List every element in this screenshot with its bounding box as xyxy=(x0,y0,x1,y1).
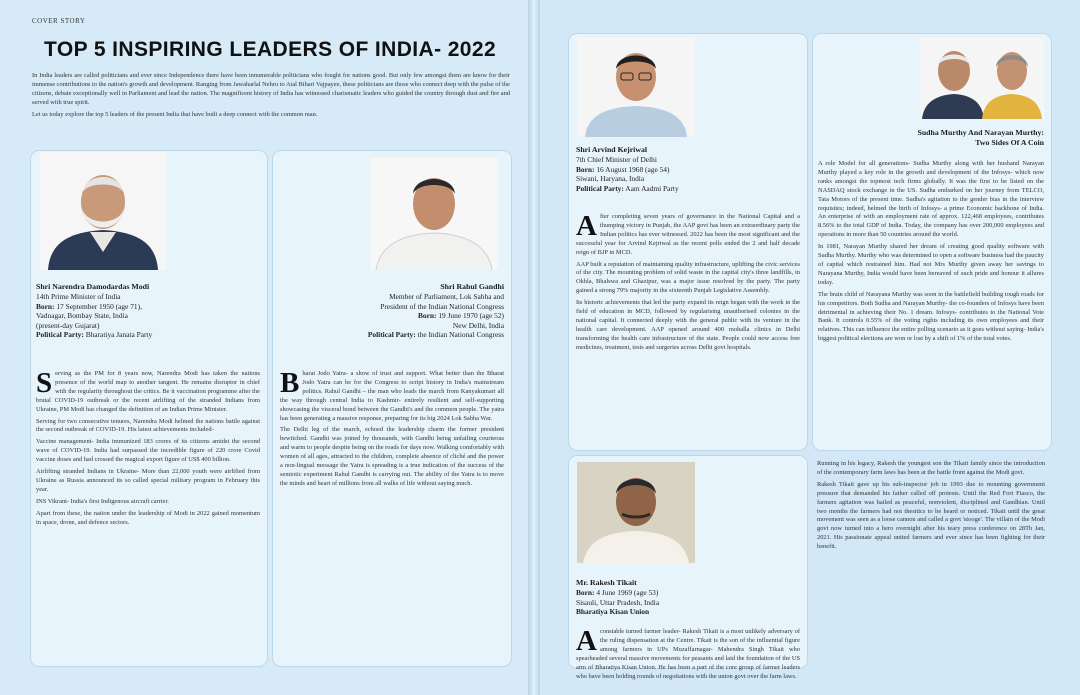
murthy-photo xyxy=(920,37,1044,119)
leader-role: Member of Parliament, Lok Sabha and xyxy=(389,292,504,301)
tikait-article-start xyxy=(576,625,800,680)
article-paragraph: In 1981, Narayan Murthy shared her dream of creating good quality software with Sudha Murthy. Murthy who was determined to open a software business had the paucity of capital which restrained him. Had not Mrs Murthy given away her savings to Narayana Murthy, India would have been bereaved of such pride and honour it allures today. xyxy=(818,243,1044,286)
murthy-heading xyxy=(818,128,1044,148)
page-gutter xyxy=(528,0,540,695)
article-paragraph: The brain child of Narayana Murthy was soon in the battlefield building tough roads for his competitors. Both Sudha and Narayan Murthy- the co-founders of Infosys have been detrimental in achieving their No. 1 dream. Infosys- contributes to the National Vote Bank. It controls 0.55% of the voting rights including its own employees and their relatives. This can influence the entire polling scenario as it goes without saying- India's biggest political elections are won or lost by a shift of 1% of the total votes. xyxy=(818,290,1044,343)
leader-name: Shri Arvind Kejriwal xyxy=(576,145,648,154)
page-title: TOP 5 INSPIRING LEADERS OF INDIA- 2022 xyxy=(44,38,497,61)
tikait-info xyxy=(576,578,800,617)
article-paragraph: AAP built a reputation of maintaining quality infrastructure, uplifting the civic services of the city. The mounting problem of solid waste in the capital city's three landfills, in Okhla, Bhalswa and Ghazipur, was a major issue resolved by the party. The party gained a strong 79% majority in the sixteenth Punjab Legislative Assembly. xyxy=(576,260,800,295)
portrait-image xyxy=(920,37,1044,119)
party-name: the Indian National Congress xyxy=(417,330,504,340)
party-label: Political Party: xyxy=(367,330,416,340)
article-paragraph: Serving for two consecutive tenures, Narendra Modi helmed the nations battle against the second outbreak of COVID-19. His latest achievements included- xyxy=(36,417,260,434)
article-paragraph: INS Vikrant- India's first Indigenous aircraft carrier. xyxy=(36,497,169,505)
kejriwal-photo xyxy=(577,37,695,137)
born-date: 4 June 1969 (age 53) xyxy=(596,588,659,597)
intro-paragraph: Let us today explore the top 5 leaders of the present India that have built a deep connect with the common man. xyxy=(32,110,318,118)
party-name: Bharatiya Kisan Union xyxy=(576,607,650,617)
party-name: Aam Aadmi Party xyxy=(625,183,679,193)
modi-info xyxy=(36,282,258,340)
article-title: Sudha Murthy And Narayan Murthy: xyxy=(917,128,1044,137)
modi-article xyxy=(36,367,260,531)
article-paragraph: harat Jodo Yatra- a show of trust and support. What better than the Bharat Jodo Yatra can be for the Congress to script history in India's mainstream politics. Rahul Gandhi – the man who leads the march from Kanyakumari all the way through central India to Kashmir- entirely resilient and self-supporting showcasing the visceral bond between the Gandhi's and the common people. The yatra has been generating a massive response, preparing for its big 2024 Lok Sabha War. xyxy=(280,370,504,422)
drop-cap: S xyxy=(36,367,53,399)
article-paragraph: Apart from these, the nation under the leadership of Modi in 2022 gained momentum in space, drone, and defence sectors. xyxy=(36,509,260,526)
party-name: Bharatiya Janata Party xyxy=(85,330,153,340)
article-paragraph: Its historic achievements that led the party expand its reign began with the work in the field of education in MCD, followed by regularising unauthorised colonies in the national capital. It connected deeply with the general public with its venture in the health care development. AAP opened around 400 mohalla clinics in Delhi transforming the health care infrastructure of the state. People could now access free medicines, treatment, tests and surgeries across Delhi govt hospitals. xyxy=(576,299,800,351)
leader-role: 7th Chief Minister of Delhi xyxy=(576,155,657,164)
gandhi-photo xyxy=(370,158,498,270)
leader-name: Shri Rahul Gandhi xyxy=(440,282,504,291)
kejriwal-article xyxy=(576,210,800,356)
born-label: Born: xyxy=(417,311,437,321)
murthy-article xyxy=(818,160,1044,446)
leader-role: President of the Indian National Congress xyxy=(380,301,504,311)
drop-cap: B xyxy=(280,367,300,399)
gandhi-info xyxy=(280,282,504,340)
born-date: 16 August 1968 (age 54) xyxy=(596,164,670,174)
leader-name: Shri Narendra Damodardas Modi xyxy=(36,282,150,291)
portrait-image xyxy=(577,37,695,137)
birth-place-note: (present-day Gujarat) xyxy=(36,320,100,330)
portrait-image xyxy=(40,152,166,270)
intro-text xyxy=(32,72,510,123)
tikait-article-continued xyxy=(817,460,1045,660)
drop-cap: A xyxy=(576,625,597,657)
section-label: COVER STORY xyxy=(32,17,86,25)
article-paragraph: constable turned farmer leader- Rakesh Tikait is a most unlikely adversary of the ruling dispensation at the Centre. Tikait is the son of the influential figure among farmers in UPs Muzaffarnagar- Mahendra Singh Tikait who spearheaded several massive movements for peasants and laid the foundation of the US arm of Bharatiya Kisan Union. He has been a part of the core group of farmer leaders who have been holding rounds of negotiations with the union govt over the farm laws. xyxy=(576,628,800,680)
kejriwal-info xyxy=(576,145,800,193)
party-label: Political Party: xyxy=(576,183,624,193)
birth-place: Sisauli, Uttar Pradesh, India xyxy=(576,597,660,607)
article-paragraph: Rakesh Tikait gave up his sub-inspector job in 1993 due to mounting government pressure that demanded his father called off protests. Until the Red Fort Fiasco, the farmers agitation was hailed as peaceful, nonviolent, disciplined and Gandhian. Until two months the farmers had not thesitics to be heard or noticed. Tikait until the great movement was seen as a loose cannon and called a govt 'stooge'. The villain of the Modi govt now turned into a hero overnight after his teary press conference on 28Th Jan, 2021. His passionate appeal united farmers and ever since has been fighting for their benefit. xyxy=(817,480,1045,551)
leader-name: Mr. Rakesh Tikait xyxy=(576,578,637,587)
leader-role: 14th Prime Minister of India xyxy=(36,292,121,301)
intro-paragraph: In India leaders are called politicians and ever since Independence there have been innumerable politicians who fought for nations good. But only few amongst them are know for their immense contributions to the nation's growth and development. Ranging from Jawaharlal Nehru to Atal Bihari Vajpayee, these politicians are those who connect deep with the pulse of the citizens, debate exceptionally well in Parliament and lead the nation. The magnificent history of India has witnessed charismatic leaders who guided the country through dust and fire and served with true spirit. xyxy=(32,72,510,106)
portrait-image xyxy=(370,158,498,270)
article-paragraph: erving as the PM for 8 years now, Narendra Modi has taken the nations presence of the world map to another tangent. He remains disruptor in chief with the regularity throughout the critics. Be it vaccination programme after the brutal COVID-19 outbreak or the recent airlifting of the stranded Indians from Ukraine, PM Modi has changed the definition of an Indian Prime Minister. xyxy=(36,370,260,413)
birth-place: Vadnagar, Bombay State, India xyxy=(36,311,128,321)
article-subtitle: Two Sides Of A Coin xyxy=(975,138,1044,147)
birth-place: Siwani, Haryana, India xyxy=(576,174,645,184)
portrait-image xyxy=(577,462,695,563)
born-date: 19 June 1970 (age 52) xyxy=(438,311,504,321)
article-paragraph: A role Model for all generations- Sudha Murthy along with her husband Narayan Murthy played a key role in the growth and development of the Infosys- which now ranks amongst the topmost tech firms globally. It was the first to be listed on the NASDAQ stock exchange in the US. Sudha embarked on her journey from TELCO, Tata Motors of the present time. Sudha's agitation to the gender bias in the interview requisites; indeed, helmed the birth of Infosys- a prime Economic backbone of India. An enterprise of with an employment rate of approx. 122,468 employees, contributes 8.56% to the total GDP of India. Today, the company has over 200,000 employees and operations in more than 50 countries around the world. xyxy=(818,160,1044,239)
tikait-photo xyxy=(577,462,695,563)
born-label: Born: xyxy=(576,164,595,174)
born-label: Born: xyxy=(576,588,595,597)
article-paragraph: Running in his legacy, Rakesh the youngest son the Tikait family since the introduction of the contemporary farm laws has been at the battle front against the Modi govt. xyxy=(817,460,1045,476)
article-paragraph: fter completing seven years of governance in the National Capital and a thumping victory in Punjab, the AAP govt has been an extraordinary party the Indian politics has ever witnessed. 2022 has been the most significant and the successful year for Arvind Kejriwal as the recent polls ended the 2 and half decade reign of BJP in MCD. xyxy=(576,213,800,256)
modi-photo xyxy=(40,152,166,270)
drop-cap: A xyxy=(576,210,597,242)
born-date: 17 September 1950 (age 71), xyxy=(56,301,142,311)
party-label: Political Party: xyxy=(36,330,84,340)
article-paragraph: Vaccine management- India immunized 183 crores of its citizens amidst the second wave of COVID-19. India had surpassed the incredible figure of 220 crore Covid vaccine doses and had crossed the magical export figure of US$ 400 billion. xyxy=(36,438,260,464)
birth-place: New Delhi, India xyxy=(452,320,504,330)
gandhi-article xyxy=(280,367,504,492)
article-paragraph: The Delhi leg of the march, echoed the leadership charm the former president bewitched. Gandhi was joined by thousands, with Gandhi being unfailing courteous and warm to people despite being on the roads for days now. Walking comfortably with women of all ages, attracted to the children, complete absence of cliché and the power a non-lingual message the Yatra is spreading is a true indication of the success of the semiotic experiment Rahul Gandhi is carrying out. The ability of the Yatra is to move the minds and heart of millions from all walks of life without saying much. xyxy=(280,426,504,487)
article-paragraph: Airlifting stranded Indians in Ukraine- More than 22,000 youth were airlifted from Ukraine as Russia announced its so called special military program in February this year. xyxy=(36,468,260,493)
born-label: Born: xyxy=(36,301,55,311)
